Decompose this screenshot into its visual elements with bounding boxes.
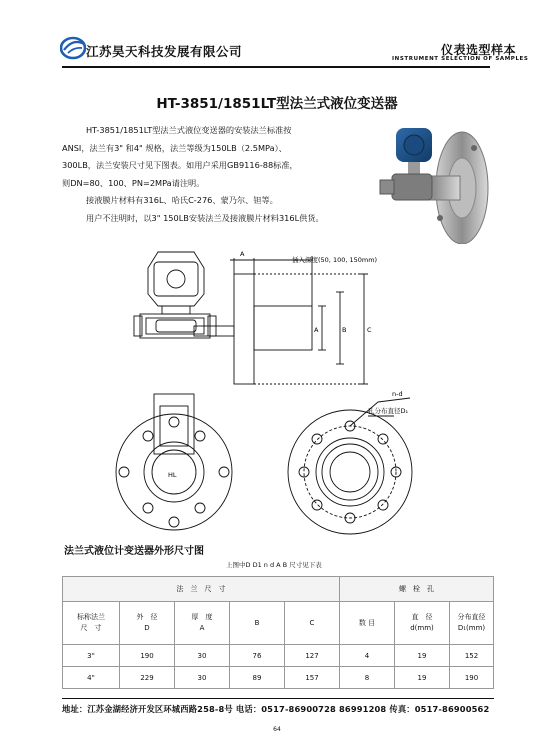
cell-d: 19 (395, 667, 450, 689)
bolt-circle-label: 孔分布直径D₁ (368, 407, 409, 415)
cell-b: 89 (230, 667, 285, 689)
dim-label-a: A (240, 250, 245, 258)
table-row (63, 667, 494, 689)
table-row (63, 645, 494, 667)
product-photo (370, 118, 492, 244)
footer-divider (62, 698, 494, 699)
cell-c: 157 (285, 667, 340, 689)
cell-n: 8 (340, 667, 395, 689)
intro-text (62, 122, 367, 227)
intro-line: 则DN=80、100、PN=2MPa请注明。 (62, 177, 205, 188)
cell-d1: 190 (450, 667, 494, 689)
outline-drawing (110, 246, 420, 546)
col-header-b: B (230, 602, 285, 645)
group-header-flange: 法 兰 尺 寸 (63, 577, 340, 602)
cell-a: 30 (175, 645, 230, 667)
cell-c: 127 (285, 645, 340, 667)
page-number: 64 (273, 726, 281, 733)
cell-size: 4" (63, 667, 120, 689)
catalog-title: 仪表选型样本 (441, 43, 517, 57)
page-title: HT-3851/1851LT型法兰式液位变送器 (156, 96, 398, 112)
intro-line: ANSI，法兰有3" 和4" 规格，法兰等级为150LB（2.5MPa）、 (62, 142, 287, 153)
transmitter-housing (148, 252, 204, 306)
col-header-count: 数 目 (340, 602, 395, 645)
page-header (0, 0, 554, 70)
section-title: 法兰式液位计变送器外形尺寸图 (64, 546, 204, 557)
flange-dimension-table (62, 576, 494, 689)
col-header-hole-dia: 直 径 d(mm) (395, 602, 450, 645)
intro-line: HT-3851/1851LT型法兰式液位变送器的安装法兰标准按 (86, 125, 292, 135)
footer-contact: 地址：江苏金湖经济开发区环城西路258-8号 电话：0517-86900728 86991208 传真：0517-86900562 (62, 704, 490, 714)
cell-n: 4 (340, 645, 395, 667)
cell-od: 190 (120, 645, 175, 667)
intro-line: 接液膜片材料有316L、哈氏C-276、蒙乃尔、钽等。 (86, 195, 278, 205)
catalog-title-en: INSTRUMENT SELECTION OF SAMPLES (392, 56, 529, 62)
col-header-od: 外 径 D (120, 602, 175, 645)
cell-od: 229 (120, 667, 175, 689)
dim-label-c: C (367, 326, 372, 334)
insert-depth-label: 插入深度(50, 100, 150mm) (292, 256, 378, 264)
col-header-nominal: 标称法兰 尺 寸 (63, 602, 120, 645)
intro-line: 用户不注明时，以3" 150LB安装法兰及接液膜片材料316L供货。 (86, 212, 324, 223)
hl-label: HL (168, 471, 177, 479)
cell-b: 76 (230, 645, 285, 667)
cell-d1: 152 (450, 645, 494, 667)
cell-a: 30 (175, 667, 230, 689)
company-logo-icon (60, 36, 86, 60)
header-divider (62, 66, 490, 68)
dim-label-b: B (342, 326, 347, 334)
cell-d: 19 (395, 645, 450, 667)
table-caption: 上图中D D1 n d A B 尺寸见下表 (226, 561, 322, 569)
intro-line: 300LB，法兰安装尺寸见下图表。如用户采用GB9116-88标准， (62, 160, 298, 170)
company-name: 江苏昊天科技发展有限公司 (86, 44, 243, 59)
col-header-bolt-circle: 分布直径 D₁(mm) (450, 602, 494, 645)
dim-label-a2: A (314, 326, 319, 334)
cell-size: 3" (63, 645, 120, 667)
col-header-thickness: 厚 度 A (175, 602, 230, 645)
col-header-c: C (285, 602, 340, 645)
group-header-bolt: 螺 栓 孔 (340, 577, 494, 602)
nd-label: n-d (392, 390, 403, 398)
